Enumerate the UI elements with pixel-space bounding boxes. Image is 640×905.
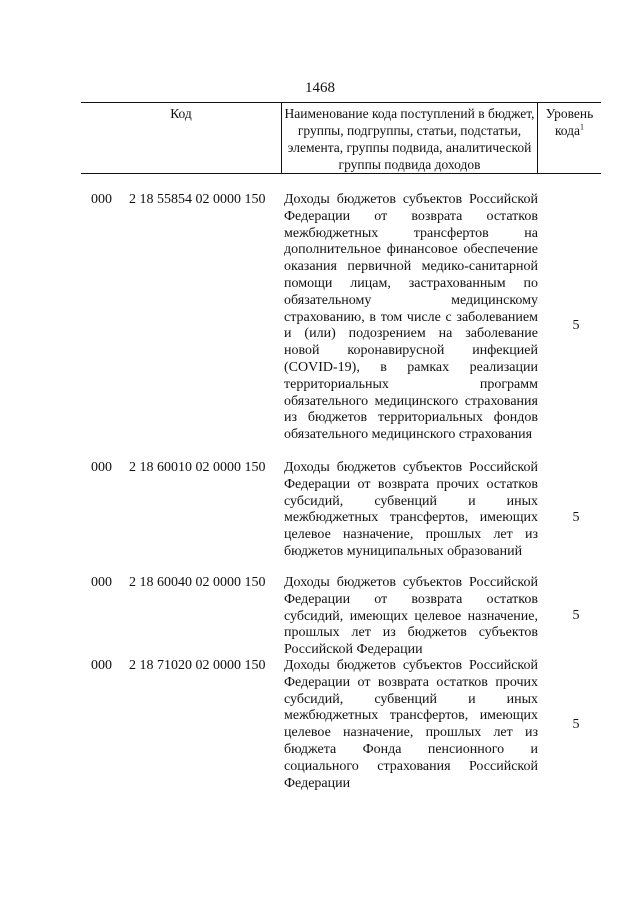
header-name: Наименование кода поступлений в бюджет, группы, подгруппы, статьи, подстатьи, элемента, группы подвида, аналитической группы подвида доходов <box>284 106 535 172</box>
page-number: 1468 <box>305 80 335 96</box>
row-name: Доходы бюджетов субъектов Российской Федерации от возврата остатков субсидий, имеющих целевое назначение, прошлых лет из бюджетов субъектов Российской Федерации <box>284 575 538 658</box>
row-level: 5 <box>572 318 580 333</box>
row-level: 5 <box>572 510 580 525</box>
row-admin-code: 000 <box>91 575 112 590</box>
header-level <box>538 105 601 139</box>
row-name: Доходы бюджетов субъектов Российской Федерации от возврата остатков межбюджетных трансфертов на дополнительное финансовое обеспечение оказания первичной медико-санитарной помощи лицам, застрахованным по обязательному медицинскому страхованию, в том числе с заболеванием и (или) подозрением на заболевание новой коронавирусной инфекцией (COVID-19), в рамках реализации территориальных программ обязательного медицинского страхования из бюджетов территориальных фондов обязательного медицинского страхования <box>284 192 538 443</box>
row-level: 5 <box>572 608 580 623</box>
row-code: 2 18 55854 02 0000 150 <box>129 192 266 207</box>
row-admin-code: 000 <box>91 460 112 475</box>
header-level-footnote: 1 <box>580 122 585 132</box>
row-code: 2 18 60040 02 0000 150 <box>129 575 266 590</box>
row-name: Доходы бюджетов субъектов Российской Федерации от возврата остатков прочих субсидий, субвенций и иных межбюджетных трансфертов, имеющих целевое назначение, прошлых лет из бюджета Фонда пенсионного и социального страхования Российской Федерации <box>284 658 538 791</box>
row-code: 2 18 60010 02 0000 150 <box>129 460 266 475</box>
row-name: Доходы бюджетов субъектов Российской Федерации от возврата прочих остатков субсидий, субвенций и иных межбюджетных трансфертов, имеющих целевое назначение, прошлых лет из бюджетов муниципальных образований <box>284 460 538 559</box>
header-level-label: Уровень кода <box>545 106 594 138</box>
header-code: Код <box>170 106 192 121</box>
row-admin-code: 000 <box>91 192 112 207</box>
table-header <box>81 102 601 174</box>
row-admin-code: 000 <box>91 658 112 673</box>
row-level: 5 <box>572 717 580 732</box>
row-code: 2 18 71020 02 0000 150 <box>129 658 266 673</box>
